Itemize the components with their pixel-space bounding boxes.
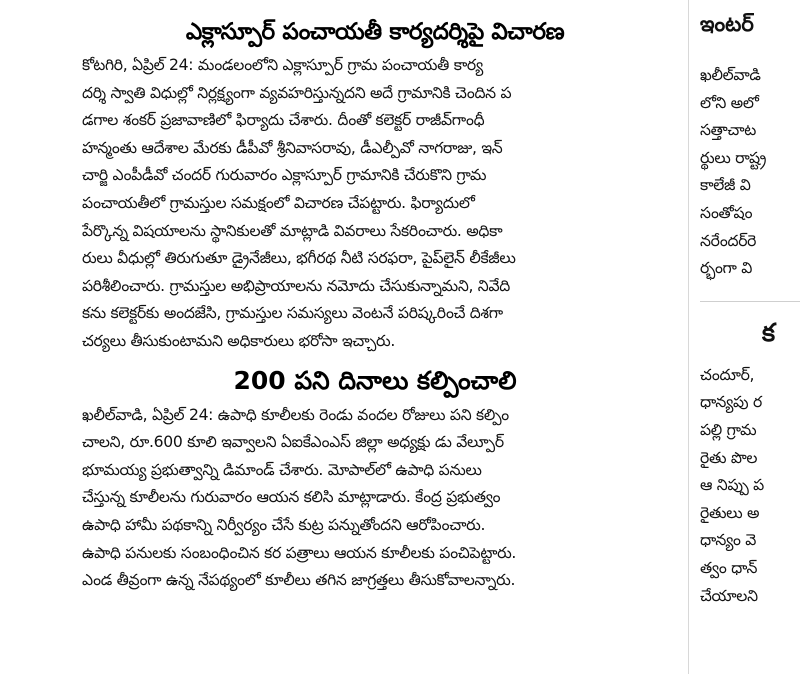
article-1-line: రులు వీధుల్లో తిరుగుతూ డ్రైనేజీలు, భగీరథ నీటి సరఫరా, పైప్‌లైన్ లీకేజీలు [82,249,516,268]
side-article-2-line: చందూర్, [700,365,755,384]
article-2-line: ఉపాధి పనులకు సంబంధించిన కర పత్రాలు ఆయన కూలీలకు పంచిపెట్టారు. [82,543,517,562]
side-article-2-line: ధాన్యపు ర [700,393,762,412]
side-article-1-line: సంతోషం [700,203,753,222]
side-article-headline: ఇంటర్ [700,12,754,36]
side-article-1-line: కాలేజీ వి [700,176,751,195]
article-1-line: కను కలెక్టర్‌కు అందజేసి, గ్రామస్తుల సమస్యలు వెంటనే పరిష్కరించే దిశగా [82,304,503,323]
side-article-2-line: పల్లి గ్రామ [700,420,757,439]
article-2-line: చేస్తున్న కూలీలను గురువారం ఆయన కలిసి మాట్లాడారు. కేంద్ర ప్రభుత్వం [82,488,501,507]
side-article-2-line: రైతు పొల [700,448,758,467]
article-1-line: పంచాయతీలో గ్రామస్తుల సమక్షంలో విచారణ చేపట్టారు. ఫిర్యాదులో [82,193,475,212]
article-1-line: డగాల శంకర్ ప్రజావాణిలో ఫిర్యాదు చేశారు. దీంతో కలెక్టర్ రాజీవ్‌గాంధీ [82,111,485,130]
side-article-1-line: ఖలీల్‌వాడి [700,66,761,84]
main-column [82,0,668,674]
article-1-line: చర్యలు తీసుకుంటామని అధికారులు భరోసా ఇచ్చారు. [82,331,395,350]
side-column [700,0,800,674]
column-divider [688,0,689,674]
side-article-2-line: ఆ నిప్పు ప [700,476,764,495]
side-article-2-line: ధాన్యం వె [700,531,757,550]
side-divider [700,301,800,302]
side-article-1-line: ర్థులు రాష్ట్ర [700,148,767,167]
article-2-headline: 200 పని దినాలు కల్పించాలి [233,365,517,395]
article-2-line: ఖలీల్‌వాడి, ఏప్రిల్ 24: ఉపాధి కూలీలకు రెండు వందల రోజులు పని కల్పిం [82,405,509,424]
side-article-2-body [700,362,800,610]
article-1-line: హన్మంతు ఆదేశాల మేరకు డీపీవో శ్రీనివాసరావు, డీఎల్పీవో నాగరాజు, ఇన్ [82,138,503,157]
side-article-1-line: సత్తాచాట [700,121,757,140]
side-article-2-headline: క [762,317,776,347]
article-2-line: ఉపాధి హామీ పథకాన్ని నిర్వీర్యం చేసే కుట్ర పన్నుతోందని ఆరోపించారు. [82,515,486,534]
side-article-1-line: లోని అలో [700,93,759,112]
side-article-2-line: రైతులు అ [700,503,760,522]
side-article-1-line: ర్భంగా వి [700,259,753,278]
article-2-body [82,402,668,595]
side-article-1-body [700,62,800,283]
article-2-line: భూమయ్య ప్రభుత్వాన్ని డిమాండ్ చేశారు. మోపాల్‌లో ఉపాధి పనులు [82,460,482,479]
article-2-line: ఎండ తీవ్రంగా ఉన్న నేపథ్యంలో కూలీలు తగిన జాగ్రత్తలు తీసుకోవాలన్నారు. [82,571,516,590]
article-2-line: చాలని, రూ.600 కూలి ఇవ్వాలని ఏఐకేఎంఎస్ జిల్లా అధ్యక్షు డు వేల్పూర్ [82,433,504,452]
side-article-2-line: చేయాలని [700,586,758,605]
article-1-headline: ఎక్లాస్పూర్ పంచాయతీ కార్యదర్శిపై విచారణ [185,19,565,45]
side-article-2-line: త్వం ధాన్ [700,558,758,577]
article-1-line: పేర్కొన్న విషయాలను స్థానికులతో మాట్లాడి వివరాలు సేకరించారు. అధికా [82,221,503,240]
article-1-line: చార్జి ఎంపీడీవో చందర్ గురువారం ఎక్లాస్పూర్ గ్రామానికి చేరుకొని గ్రామ [82,166,487,185]
side-article-1-line: నరేందర్‌రె [700,231,757,250]
article-1-line: కోటగిరి, ఏప్రిల్ 24: మండలంలోని ఎక్లాస్పూర్ గ్రామ పంచాయతీ కార్య [82,56,484,74]
article-1-line: పరిశీలించారు. గ్రామస్తుల అభిప్రాయాలను నమోదు చేసుకున్నామని, నివేది [82,276,510,295]
article-1-line: దర్శి స్వాతి విధుల్లో నిర్లక్ష్యంగా వ్యవహరిస్తున్నదని అదే గ్రామానికి చెందిన ప [82,83,512,102]
article-1-body [82,52,668,356]
